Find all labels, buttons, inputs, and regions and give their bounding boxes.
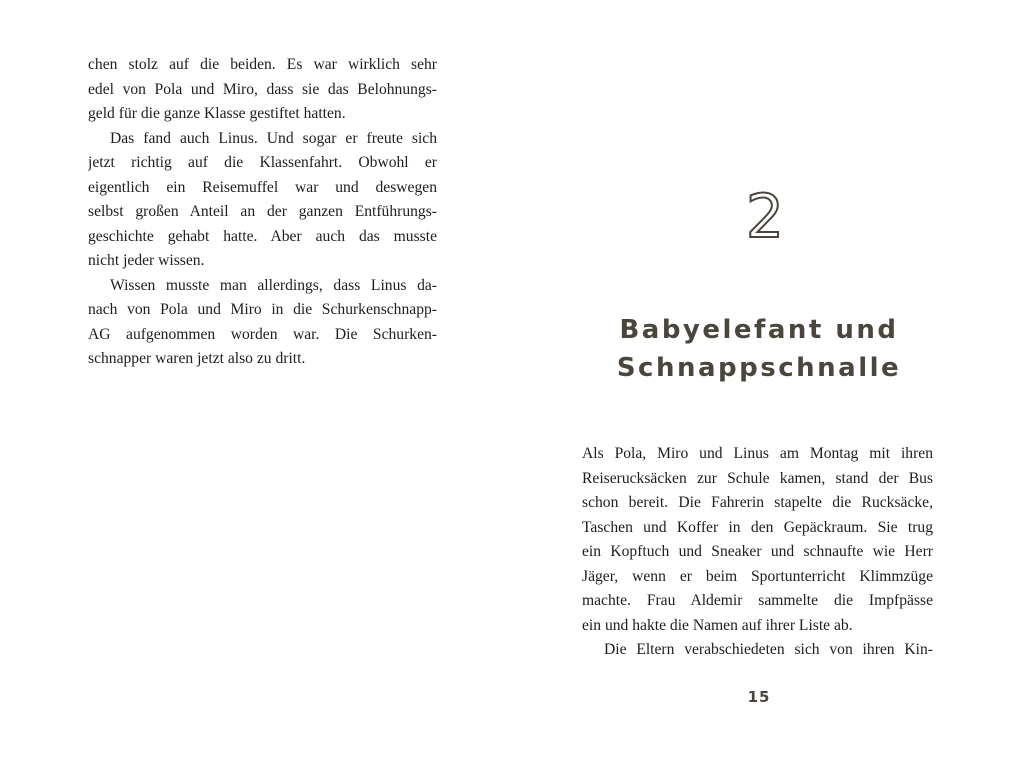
chapter-title: [510, 311, 1008, 387]
text-line: Wissen musste man allerdings, dass Linus da-: [110, 276, 437, 294]
chapter-number: 2: [745, 182, 785, 252]
text-line: selbst großen Anteil an der ganzen Entführungs-: [88, 203, 437, 220]
text-line: Als Pola, Miro und Linus am Montag mit ihren: [582, 445, 933, 462]
text-line: nach von Pola und Miro in die Schurkenschnapp-: [88, 301, 437, 318]
text-line: Jäger, wenn er beim Sportunterricht Klimmzüge: [582, 567, 933, 585]
text-line: AG aufgenommen worden war. Die Schurken-: [88, 325, 437, 343]
text-line: Das fand auch Linus. Und sogar er freute sich: [110, 129, 437, 147]
text-line: geschichte gehabt hatte. Aber auch das musste: [88, 227, 437, 245]
text-line: jetzt richtig auf die Klassenfahrt. Obwohl er: [88, 154, 437, 171]
chapter-title-line-2: Schnappschnalle: [616, 353, 902, 383]
right-page: [510, 0, 1020, 772]
left-page-text: [88, 53, 437, 372]
text-line: Reiserucksäcken zur Schule kamen, stand der Bus: [582, 469, 933, 487]
text-line: geld für die ganze Klasse gestiftet hatten.: [88, 105, 346, 122]
page-number: 15: [747, 688, 771, 706]
right-page-text: [582, 442, 933, 663]
text-line: eigentlich ein Reisemuffel war und deswegen: [88, 178, 437, 196]
text-line: schnapper waren jetzt also zu dritt.: [88, 350, 306, 367]
text-line: ein und hakte die Namen auf ihrer Liste ab.: [582, 616, 853, 634]
text-line: schon bereit. Die Fahrerin stapelte die Rucksäcke,: [582, 494, 933, 511]
text-line: ein Kopftuch und Sneaker und schnaufte wie Herr: [582, 543, 933, 560]
text-line: machte. Frau Aldemir sammelte die Impfpässe: [582, 592, 933, 609]
text-line: Taschen und Koffer in den Gepäckraum. Sie trug: [582, 518, 933, 536]
text-line: nicht jeder wissen.: [88, 252, 205, 269]
text-line: edel von Pola und Miro, dass sie das Belohnungs-: [88, 80, 437, 98]
chapter-title-line-1: Babyelefant und: [619, 315, 899, 345]
text-line: chen stolz auf die beiden. Es war wirklich sehr: [88, 56, 437, 73]
text-line: Die Eltern verabschiedeten sich von ihren Kin-: [604, 641, 933, 658]
